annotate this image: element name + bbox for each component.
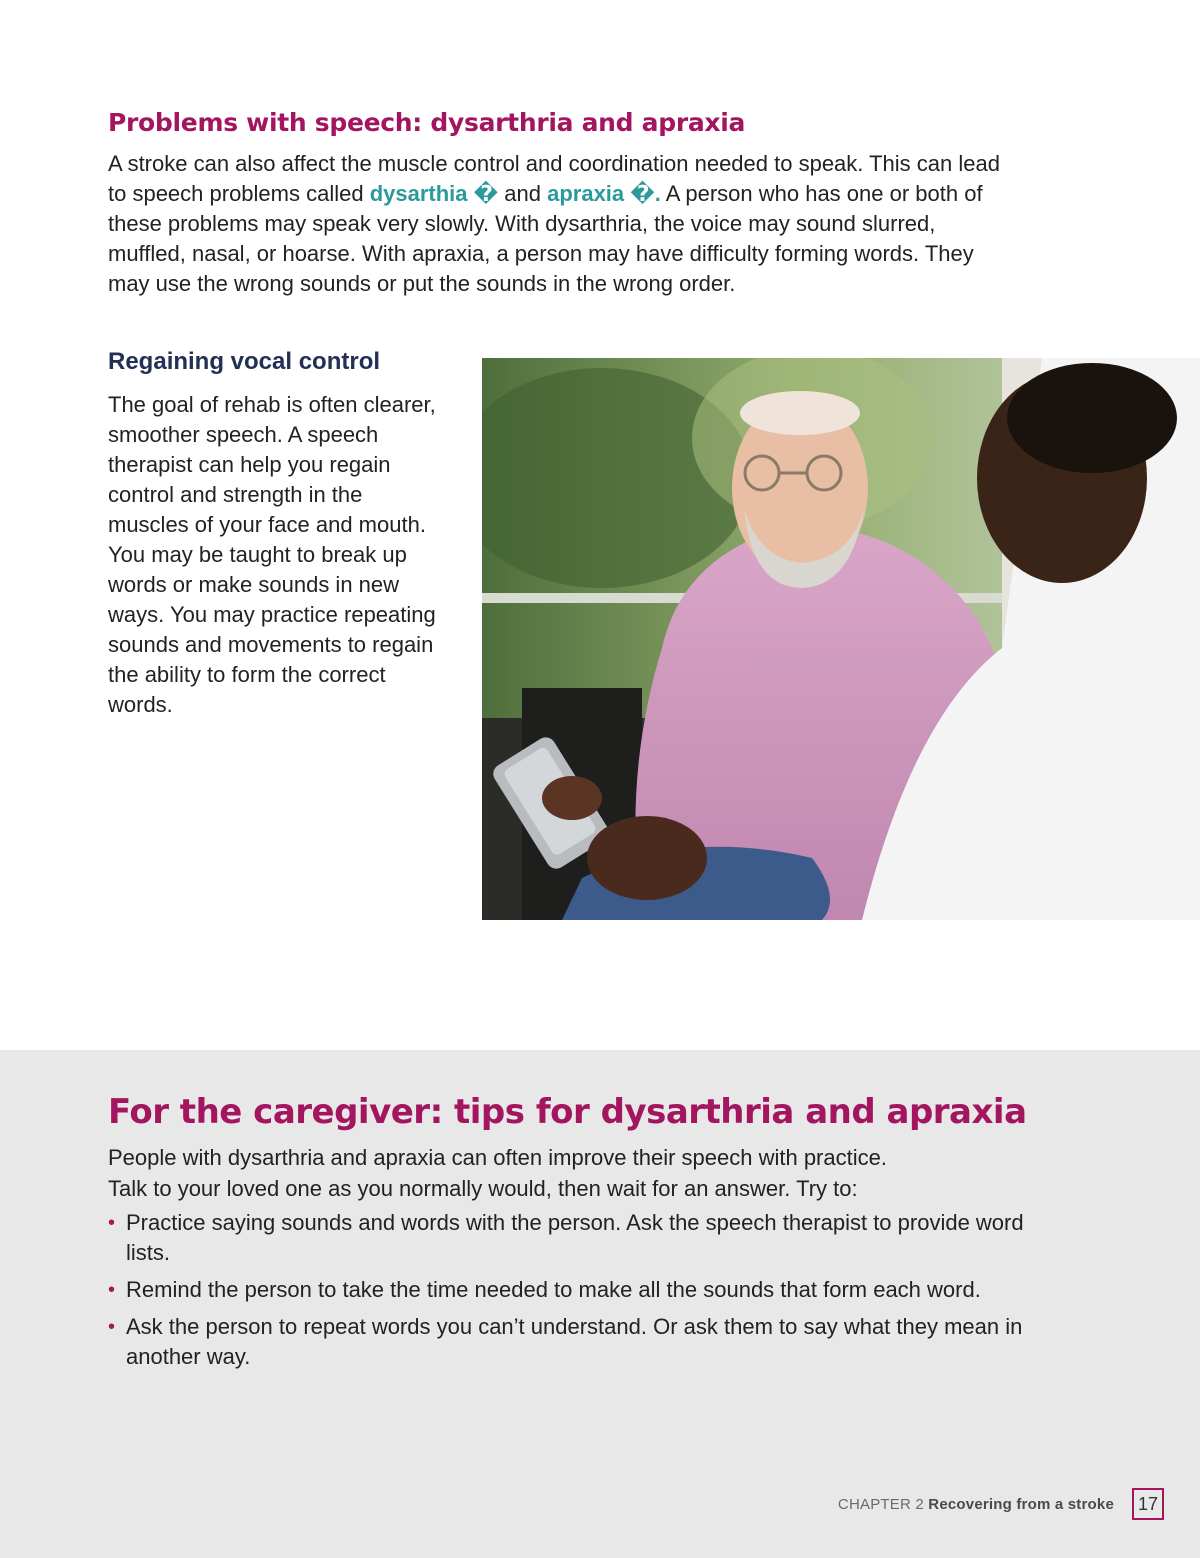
caregiver-intro bbox=[108, 1142, 1068, 1204]
page-footer bbox=[838, 1486, 1164, 1522]
caregiver-intro-1: People with dysarthria and apraxia can often improve their speech with practice. bbox=[108, 1145, 887, 1170]
page-number: 17 bbox=[1132, 1488, 1164, 1520]
therapy-illustration bbox=[482, 358, 1200, 920]
caregiver-panel bbox=[0, 1050, 1200, 1558]
speech-text-3: A person who has one or both of these problems may speak very slowly. With dysarthria, the voice may sound slurred, muffled, nasal, or hoarse. With apraxia, a person may have difficulty forming words. They may use the wrong sounds or put the sounds in the wrong order. bbox=[108, 181, 983, 296]
caregiver-heading: For the caregiver: tips for dysarthria and apraxia bbox=[108, 1092, 1027, 1132]
caregiver-intro-2: Talk to your loved one as you normally would, then wait for an answer. Try to: bbox=[108, 1176, 858, 1201]
therapy-photo bbox=[482, 358, 1200, 920]
speech-heading: Problems with speech: dysarthria and apraxia bbox=[108, 108, 746, 137]
tip-text: Practice saying sounds and words with the person. Ask the speech therapist to provide word lists. bbox=[126, 1210, 1024, 1265]
speech-text-2: and bbox=[498, 181, 548, 206]
vocal-section bbox=[108, 348, 448, 720]
bullet-icon: • bbox=[108, 1279, 116, 1301]
glossary-icon[interactable]: �. bbox=[630, 181, 661, 206]
vocal-paragraph: The goal of rehab is often clearer, smoother speech. A speech therapist can help you regain control and strength in the muscles of your face and mouth. You may be taught to break up words or make sounds in new ways. You may practice repeating sounds and movements to regain the ability to form the correct words. bbox=[108, 392, 436, 717]
bullet-icon: • bbox=[108, 1316, 116, 1338]
tip-text: Ask the person to repeat words you can’t understand. Or ask them to say what they mean in another way. bbox=[126, 1314, 1023, 1369]
list-item bbox=[108, 1312, 1068, 1372]
term-apraxia-link[interactable]: apraxia bbox=[547, 181, 625, 206]
vocal-heading: Regaining vocal control bbox=[108, 348, 381, 375]
chapter-label bbox=[838, 1496, 1114, 1513]
speech-text-1: A stroke can also affect the muscle control and coordination needed to speak. This can lead to speech problems called bbox=[108, 151, 1000, 206]
list-item bbox=[108, 1208, 1068, 1268]
speech-section bbox=[108, 108, 1008, 299]
glossary-icon[interactable]: � bbox=[473, 181, 499, 206]
chapter-number: CHAPTER 2 bbox=[837, 1495, 924, 1513]
speech-paragraph bbox=[108, 149, 1008, 299]
bullet-icon: • bbox=[108, 1212, 116, 1234]
tip-text: Remind the person to take the time needed to make all the sounds that form each word. bbox=[126, 1277, 981, 1302]
list-item bbox=[108, 1275, 1068, 1305]
term-dysarthria-link[interactable]: dysarthia bbox=[369, 181, 468, 206]
chapter-title: Recovering from a stroke bbox=[928, 1495, 1114, 1513]
caregiver-tips-list bbox=[108, 1208, 1068, 1379]
